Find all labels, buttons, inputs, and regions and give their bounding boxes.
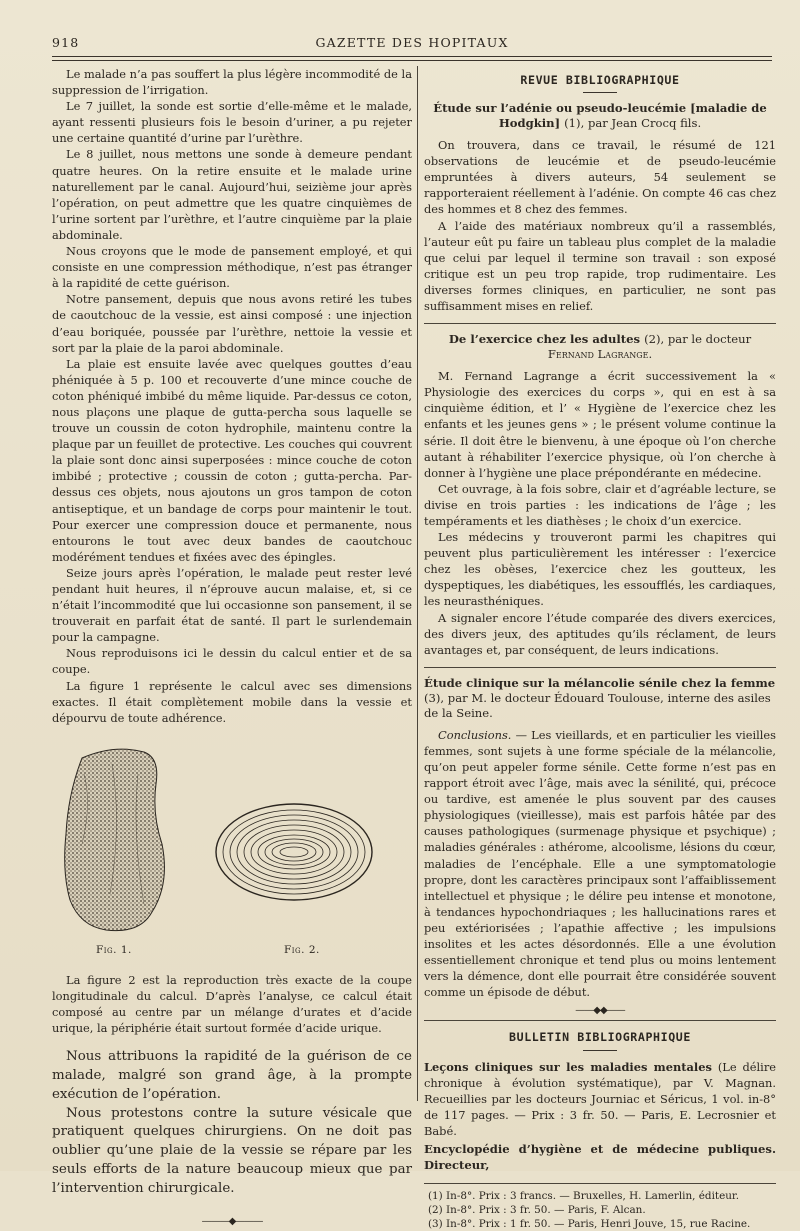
footnote: (3) In-8°. Prix : 1 fr. 50. — Paris, Henri Jouve, 15, rue Racine.	[428, 1218, 751, 1231]
paragraph: M. Fernand Lagrange a écrit successivement la « Physiologie des exercices du corps », qui en est à sa cinquième édition, et l’ « Hygiène de l’exercice chez les enfants et les jeunes gens » ; le présent volume continue la série. Il doit être le bienvenu, à une époque où l’on cherche autant à réhabiliter l’exercice physique, où l’on cherche à donner à l’hygiène une place prépondérante en médecine.	[424, 369, 776, 480]
paragraph-large: Nous attribuons la rapidité de la guérison de ce malade, malgré son grand âge, à la prompte exécution de l’opération.	[52, 1049, 412, 1102]
ornament-divider: ——◆◆——	[575, 1005, 625, 1017]
bulletin-title: Leçons cliniques sur les maladies mentales	[424, 1059, 712, 1074]
paragraph: Les médecins y trouveront parmi les chapitres qui peuvent plus particulièrement les intéresser : l’exercice chez les obèses, l’exercice chez les goutteux, les dyspeptiques, les diabétiques, les essoufflés, les cardiaques, les neurasthéniques.	[424, 530, 776, 609]
short-rule	[583, 1050, 617, 1051]
conclusions-text: — Les vieillards, et en particulier les vieilles femmes, sont sujets à une forme spéciale de la mélancolie, qu’on peut appeler forme sénile. Cette forme n’est pas en rapport étroit avec l’âge, mais avec la sénilité, qui, précoce ou tardive, est amenée le plus souvent par des causes physiologiques (vieillesse), mais est parfois hâtée par des causes pathologiques (surmenage physique et psychique) ; maladies générales : athérome, alcoolisme, lésions du cœur, maladies de l’encéphale. Elle a une symptomatologie propre, dont les caractères principaux sont l’affaiblissement intellectuel et physique ; le délire peu intense et monotone, à tendances hypochondriaques ; les hallucinations rares et peu extériorisées ; l’apathie affective ; les impulsions insolites et les actes désordonnés. Elle a une évolution essentiellement chronique et tend plus ou moins lentement vers la démence, dont elle pourrait être considérée souvent comme un épisode de début.	[424, 727, 776, 1000]
review-ref: (3), par M. le docteur Édouard Toulouse, interne des asiles de la Seine.	[424, 690, 771, 720]
divider	[424, 323, 776, 324]
ornament-divider: ———◆———	[201, 1215, 263, 1227]
paragraph: Cet ouvrage, à la fois sobre, clair et d’agréable lecture, se divise en trois parties : les indications de l’âge ; les tempéraments et les diathèses ; le choix d’un exercice.	[424, 481, 776, 528]
section-title-bulletin: BULLETIN BIBLIOGRAPHIQUE	[509, 1030, 691, 1045]
paragraph: A l’aide des matériaux nombreux qu’il a rassemblés, l’auteur eût pu faire un tableau plus complet de la maladie que celui par lequel il termine son travail : son exposé critique est un peu trop rapide, trop rudimentaire. Les diverses formes cliniques, en particulier, ne sont pas suffisamment mises en relief.	[424, 218, 776, 314]
paragraph: La figure 1 représente le calcul avec ses dimensions exactes. Il était complètement mobile dans la vessie et dépourvu de toute adhérence.	[52, 678, 412, 725]
review-title	[424, 101, 776, 131]
conclusions-lead: Conclusions.	[438, 727, 512, 742]
review-title-text: De l’exercice chez les adultes	[448, 332, 641, 347]
review-title-text: Étude sur l’adénie ou pseudo-leucémie [maladie de Hodgkin]	[433, 101, 767, 131]
paragraph: Nous croyons que le mode de pansement employé, et qui consiste en une compression méthodique, n’est pas étranger à la rapidité de cette guérison.	[52, 244, 412, 291]
figures	[52, 744, 412, 964]
review-title	[424, 332, 776, 362]
review-title-text: Étude clinique sur la mélancolie sénile chez la femme	[424, 675, 776, 690]
paragraph: A signaler encore l’étude comparée des divers exercices, des divers jeux, des aptitudes qu’ils réclament, de leurs avantages et, par conséquent, de leurs indications.	[424, 610, 776, 657]
right-column	[424, 66, 776, 1231]
page-header	[52, 32, 772, 56]
figure-2-caption: Fig. 2.	[284, 943, 320, 956]
short-rule	[583, 92, 617, 93]
paragraph: La figure 2 est la reproduction très exacte de la coupe longitudinale du calcul. D’après l’analyse, ce calcul était composé au centre par un mélange d’urates et d’acide urique, la périphérie était surtout formée d’acide urique.	[52, 972, 412, 1036]
column-separator	[417, 66, 418, 1101]
page-number: 918	[52, 35, 80, 50]
paragraph: Le 7 juillet, la sonde est sortie d’elle-même et le malade, ayant ressenti plusieurs fois le besoin d’uriner, a pu rejeter une certaine quantité d’urine par l’urèthre.	[52, 99, 412, 146]
paragraph-large: Nous protestons contre la suture vésicale que pratiquent quelques chirurgiens. On ne doit pas oublier qu’une plaie de la vessie se répare par les seuls efforts de la nature beaucoup mieux que par l’intervention chirurgicale.	[52, 1105, 412, 1196]
review-ref: (2), par le docteur	[644, 332, 752, 347]
paragraph: Le 8 juillet, nous mettons une sonde à demeure pendant quatre heures. On la retire ensuite et le malade urine naturellement par le canal. Aujourd’hui, seizième jour après l’opération, on peut admettre que les quatre cinquièmes de l’urine sortent par l’urèthre, et l’autre cinquième par la plaie abdominale.	[52, 147, 412, 242]
paragraph: Seize jours après l’opération, le malade peut rester levé pendant huit heures, il n’éprouve aucun malaise, et, si ce n’était l’incommodité que lui occasionne son pansement, il se trouverait en parfait état de santé. Il part le surlendemain pour la campagne.	[52, 565, 412, 645]
left-column	[52, 66, 412, 1231]
paragraph: Nous reproduisons ici le dessin du calcul entier et de sa coupe.	[52, 646, 412, 677]
page-title: GAZETTE DES HOPITAUX	[315, 35, 509, 50]
review-author: Fernand Lagrange.	[547, 347, 653, 362]
calculus-drawing	[52, 744, 412, 944]
paragraph	[424, 727, 776, 1001]
section-title-revue: REVUE BIBLIOGRAPHIQUE	[520, 73, 680, 87]
review-title	[424, 676, 776, 721]
bulletin-text: (Le délire chronique à évolution systématique), par V. Magnan. Recueillies par les docteurs Journiac et Séricus, 1 vol. in-8° de 117 pages. — Prix : 3 fr. 50. — Paris, E. Lecrosnier et Babé.	[424, 1059, 776, 1138]
header-rule	[52, 56, 772, 61]
footnote-rule	[424, 1183, 776, 1184]
paragraph: Le malade n’a pas souffert la plus légère incommodité de la suppression de l’irrigation.	[52, 67, 412, 98]
footnote: (1) In-8°. Prix : 3 francs. — Bruxelles, H. Lamerlin, éditeur.	[428, 1190, 740, 1203]
bulletin-entry-2: Encyclopédie d’hygiène et de médecine publiques. Directeur,	[424, 1141, 776, 1173]
review-ref: (1), par Jean Crocq fils.	[564, 116, 702, 131]
divider	[424, 1020, 776, 1021]
paragraph: La plaie est ensuite lavée avec quelques gouttes d’eau phéniquée à 5 p. 100 et recouverte d’une mince couche de coton phéniqué imbibé du même liquide. Par-dessus ce coton, nous plaçons une plaque de gutta-percha sous laquelle se trouve un coussin de coton hydrophile, maintenu contre la plaque par un feuillet de protective. Les couches qui couvrent la plaie sont donc ainsi superposées : mince couche de coton imbibé ; protective ; coussin de coton ; gutta-percha. Par-dessus ces objets, nous ajoutons un gros tampon de coton antiseptique, et un bandage de corps pour maintenir le tout. Pour exercer une compression douce et permanente, nous entourons le tout avec deux bandes de caoutchouc modérément tendues et fixées avec des épingles.	[52, 356, 412, 564]
figure-1-caption: Fig. 1.	[96, 943, 132, 956]
paragraph: On trouvera, dans ce travail, le résumé de 121 observations de leucémie et de pseudo-leucémie empruntées à divers auteurs, 54 seulement se rapporteraient réellement à l’adénie. On compte 46 cas chez des hommes et 8 chez des femmes.	[424, 138, 776, 217]
divider	[424, 667, 776, 668]
footnote: (2) In-8°. Prix : 3 fr. 50. — Paris, F. Alcan.	[428, 1204, 646, 1217]
bulletin-entry	[424, 1059, 776, 1139]
paragraph: Notre pansement, depuis que nous avons retiré les tubes de caoutchouc de la vessie, est ainsi composé : une injection d’eau boriquée, poussée par l’urèthre, nettoie la vessie et sort par la plaie de la paroi abdominale.	[52, 292, 412, 355]
